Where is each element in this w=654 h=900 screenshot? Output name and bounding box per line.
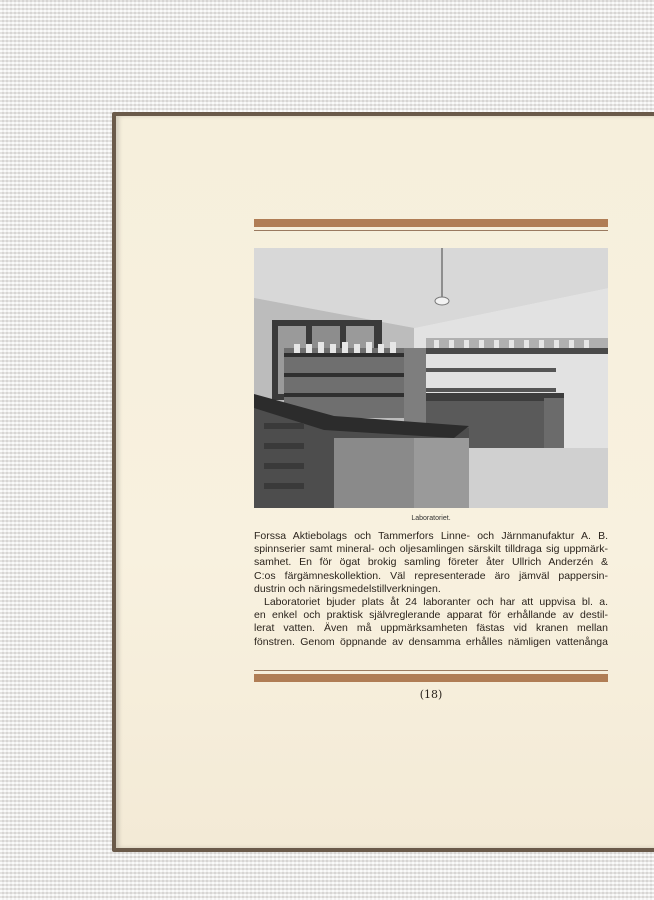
text-line: dustrin och näringsmedelstillverkningen.	[254, 582, 441, 595]
text-line: samhet. En för ögat brokig samling företer åter Ullrich Anderzén &	[254, 556, 608, 569]
text-line: Forssa Aktiebolags och Tammerfors Linne- och Järnmanufaktur A. B.	[254, 530, 608, 542]
bottom-decorative-rule	[254, 674, 608, 682]
text-line: fönstren. Genom öppnande av densamma erhålles nämligen vattenånga	[254, 635, 608, 648]
text-line: lerat vatten. Även må uppmärksamheten fästas vid kranen mellan	[254, 622, 608, 635]
text-line: C:os färgämneskollektion. Väl representerade äro jämväl pappersin-	[254, 569, 608, 582]
top-thin-rule	[254, 230, 608, 231]
photo-caption: Laboratoriet.	[411, 515, 451, 522]
text-line: spinnserier samt mineral- och oljesamlingen särskilt tilldraga sig uppmärk-	[254, 543, 608, 556]
top-decorative-rule	[254, 219, 608, 227]
laboratory-photograph	[254, 248, 608, 508]
text-line: en enkel och praktisk självreglerande apparat för erhållande av destil-	[254, 609, 608, 622]
bottom-thin-rule	[254, 670, 608, 671]
page-number: (18)	[419, 688, 443, 701]
body-text	[254, 530, 608, 649]
text-line: Laboratoriet bjuder plats åt 24 laboranter och har att uppvisa bl. a.	[264, 596, 608, 609]
